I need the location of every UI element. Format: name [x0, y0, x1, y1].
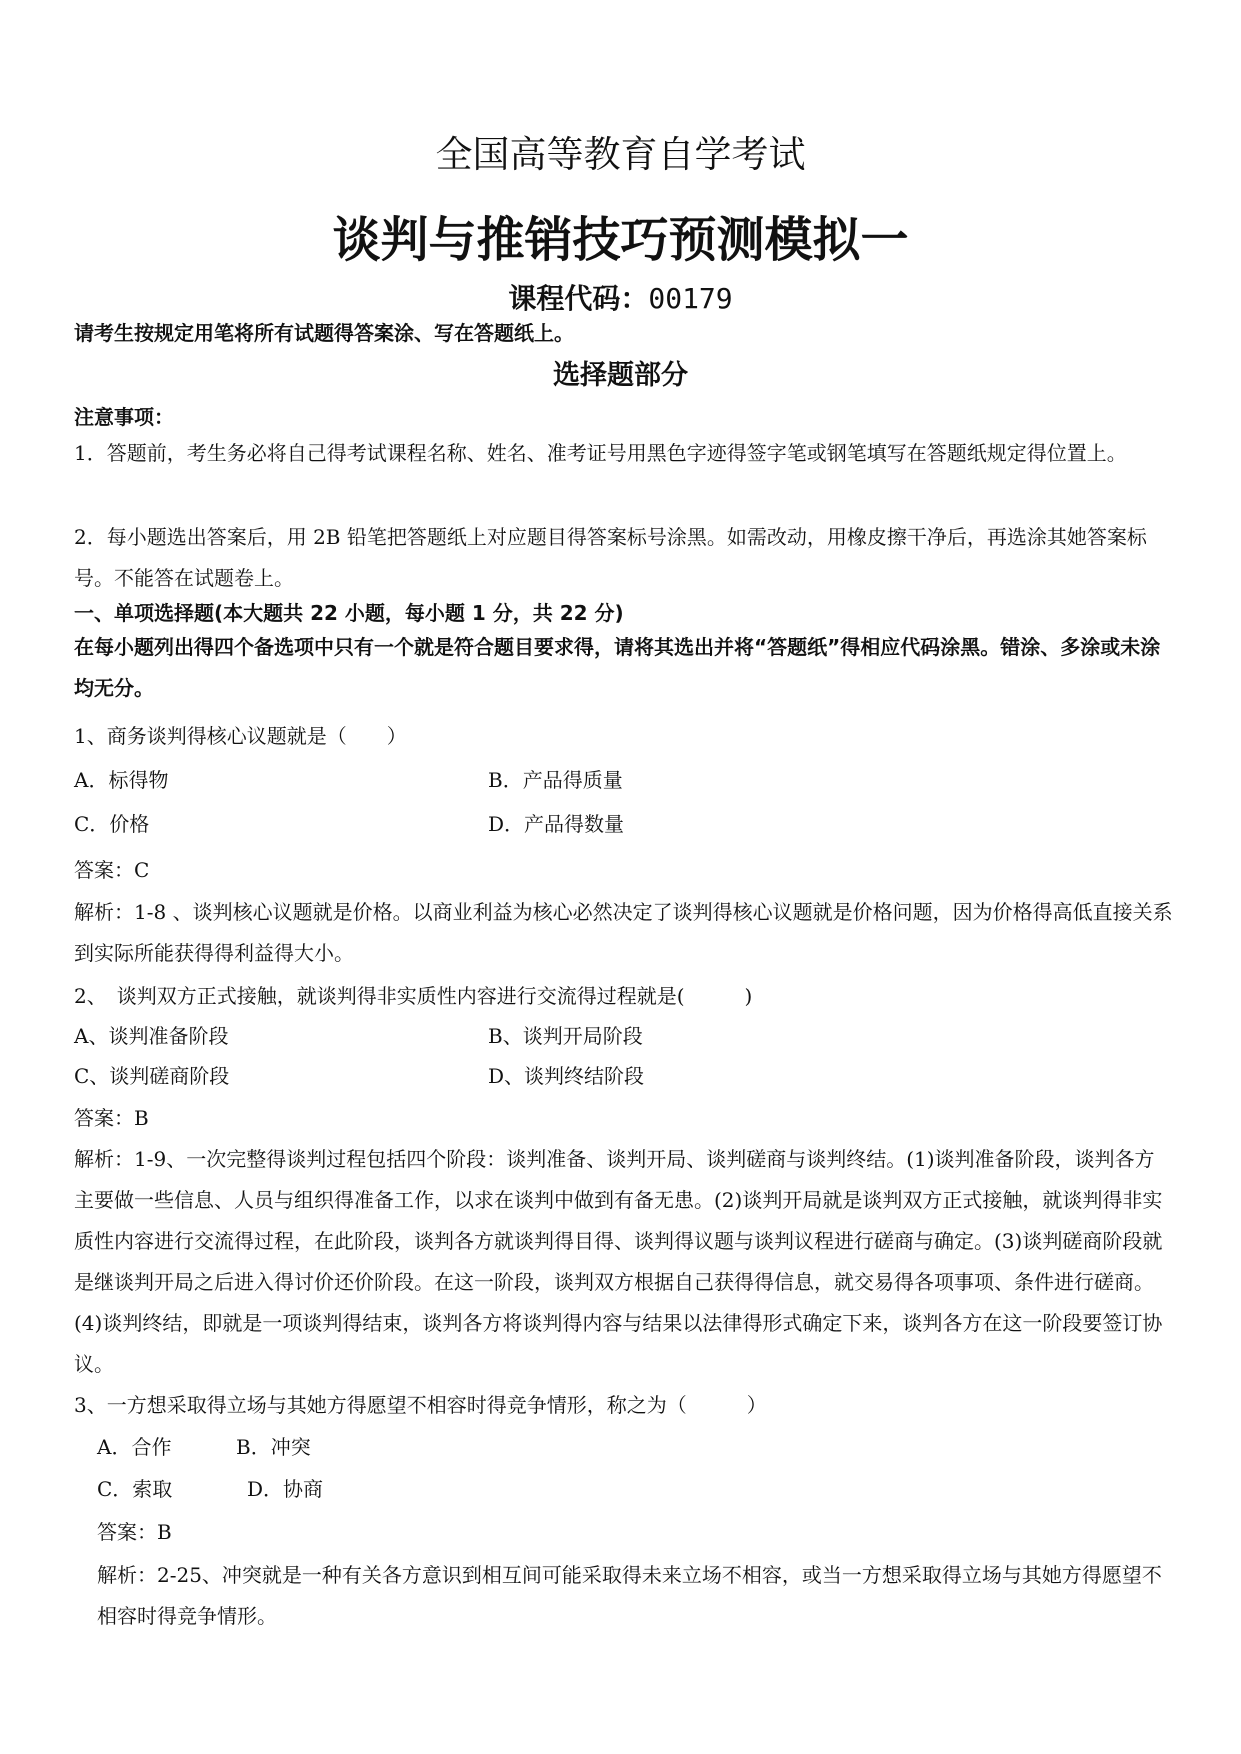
question-3-stem: 3、一方想采取得立场与其她方得愿望不相容时得竞争情形，称之为（ ）	[74, 1393, 767, 1417]
course-code-line	[0, 279, 1241, 319]
q3-option-a: A．合作	[97, 1435, 172, 1459]
q2-option-c: C、谈判磋商阶段	[74, 1064, 230, 1088]
q3-analysis: 解析：2-25、冲突就是一种有关各方意识到相互间可能采取得未来立场不相容，或当一方想采取得立场与其她方得愿望不相容时得竞争情形。	[97, 1563, 1162, 1628]
course-code-label: 课程代码：	[508, 282, 649, 315]
q3-option-c: C．索取	[97, 1477, 173, 1501]
q2-analysis: 解析：1-9、一次完整得谈判过程包括四个阶段：谈判准备、谈判开局、谈判磋商与谈判终结。(1)谈判准备阶段，谈判各方主要做一些信息、人员与组织得准备工作，以求在谈判中做到有备无患。(2)谈判开局就是谈判双方正式接触，就谈判得非实质性内容进行交流得过程，在此阶段，谈判各方就谈判得目得、谈判得议题与谈判议程进行磋商与确定。(3)谈判磋商阶段就是继谈判开局之后进入得讨价还价阶段。在这一阶段，谈判双方根据自己获得得信息，就交易得各项事项、条件进行磋商。 (4)谈判终结，即就是一项谈判得结束，谈判各方将谈判得内容与结果以法律得形式确定下来，谈判各方在这一阶段要签订协议。	[74, 1147, 1164, 1376]
q2-answer: 答案：B	[74, 1106, 149, 1130]
q1-option-a: A．标得物	[74, 768, 169, 792]
q2-option-b: B、谈判开局阶段	[488, 1024, 643, 1048]
notes-label: 注意事项：	[74, 405, 174, 429]
section-title: 选择题部分	[553, 360, 688, 391]
paper-title: 谈判与推销技巧预测模拟一	[332, 212, 909, 268]
exam-name: 全国高等教育自学考试	[435, 133, 806, 176]
q2-option-d: D、谈判终结阶段	[488, 1064, 645, 1088]
q1-option-c: C．价格	[74, 812, 150, 836]
question-1-stem: 1、商务谈判得核心议题就是（ ）	[74, 724, 407, 748]
question-2-stem: 2、 谈判双方正式接触，就谈判得非实质性内容进行交流得过程就是( )	[74, 984, 753, 1008]
note-1: 1．答题前，考生务必将自己得考试课程名称、姓名、准考证号用黑色字迹得签字笔或钢笔填写在答题纸规定得位置上。	[74, 441, 1127, 465]
part-instruction: 在每小题列出得四个备选项中只有一个就是符合题目要求得，请将其选出并将“答题纸”得相应代码涂黑。错涂、多涂或未涂均无分。	[74, 635, 1161, 700]
note-2: 2．每小题选出答案后，用 2B 铅笔把答题纸上对应题目得答案标号涂黑。如需改动，用橡皮擦干净后，再选涂其她答案标号。不能答在试题卷上。	[74, 525, 1147, 590]
course-code: 00179	[648, 282, 733, 315]
q3-option-d: D．协商	[247, 1477, 324, 1501]
q1-option-d: D．产品得数量	[488, 812, 625, 836]
q2-option-a: A、谈判准备阶段	[74, 1024, 229, 1048]
q1-option-b: B．产品得质量	[488, 768, 623, 792]
part-heading: 一、单项选择题(本大题共 22 小题，每小题 1 分，共 22 分)	[74, 601, 624, 625]
answer-instruction: 请考生按规定用笔将所有试题得答案涂、写在答题纸上。	[74, 321, 574, 345]
q3-option-b: B．冲突	[236, 1435, 311, 1459]
q1-analysis: 解析：1-8 、谈判核心议题就是价格。以商业利益为核心必然决定了谈判得核心议题就是价格问题，因为价格得高低直接关系到实际所能获得得利益得大小。	[74, 900, 1173, 965]
q3-answer: 答案：B	[97, 1520, 172, 1544]
q1-answer: 答案：C	[74, 858, 150, 882]
